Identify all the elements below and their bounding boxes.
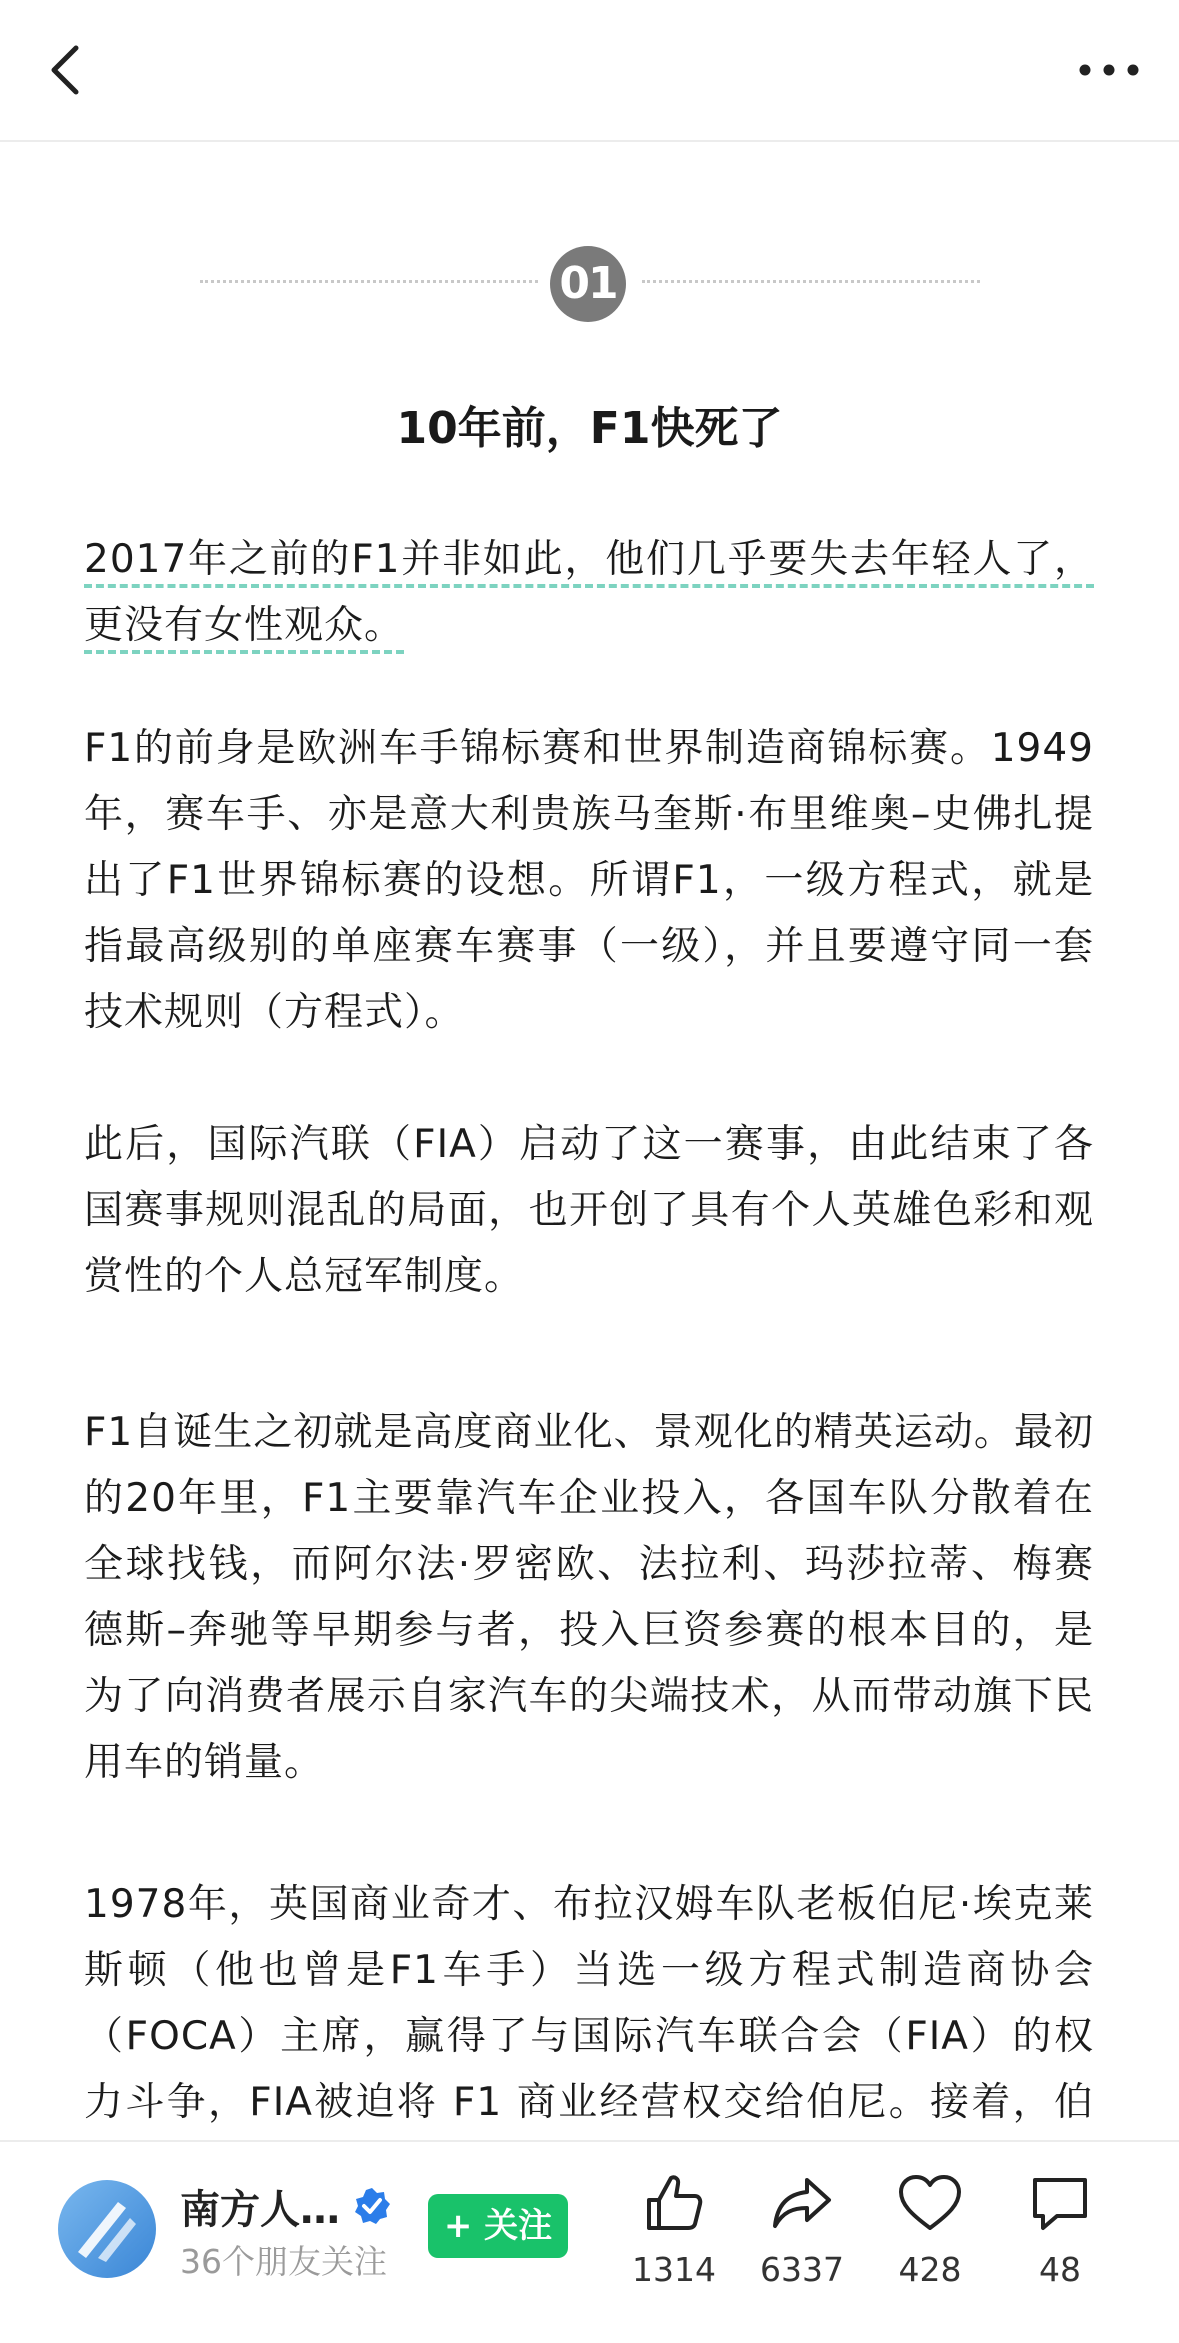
paragraph-2: F1的前身是欧洲车手锦标赛和世界制造商锦标赛。1949年，赛车手、亦是意大利贵族马奎斯·布里维奥–史佛扎提出了F1世界锦标赛的设想。所谓F1，一级方程式，就是指最高级别的单座赛车赛事（一级），并且要遵守同一套技术规则（方程式）。 (84, 726, 1094, 1035)
paragraph-3: 此后，国际汽联（FIA）启动了这一赛事，由此结束了各国赛事规则混乱的局面，也开创了具有个人英雄色彩和观赏性的个人总冠军制度。 (84, 1122, 1094, 1299)
divider-line-right (642, 280, 980, 283)
author-name[interactable]: 南方人… (180, 2187, 340, 2233)
more-button[interactable] (1069, 40, 1149, 100)
comment-count: 48 (1039, 2250, 1081, 2289)
avatar[interactable] (58, 2180, 156, 2278)
highlighted-text[interactable]: 2017年之前的F1并非如此，他们几乎要失去年轻人了，更没有女性观众。 (84, 537, 1094, 654)
avatar-logo-icon (58, 2180, 156, 2278)
bottom-bar (0, 2140, 1179, 2343)
top-bar (0, 0, 1179, 142)
share-icon (769, 2170, 835, 2236)
follow-button[interactable]: + 关注 (428, 2194, 568, 2258)
like-count: 1314 (632, 2250, 716, 2289)
comment-button[interactable] (1000, 2170, 1120, 2330)
favorite-count: 428 (898, 2250, 962, 2289)
favorite-icon (897, 2170, 963, 2236)
share-count: 6337 (760, 2250, 844, 2289)
more-icon (1069, 40, 1149, 100)
like-button[interactable] (614, 2170, 734, 2330)
comment-icon (1027, 2170, 1093, 2236)
section-divider (200, 242, 980, 322)
back-button[interactable] (40, 38, 94, 102)
like-icon (641, 2170, 707, 2236)
article-content (0, 142, 1179, 2140)
section-number-badge: 01 (550, 246, 626, 322)
paragraph-4: F1自诞生之初就是高度商业化、景观化的精英运动。最初的20年里，F1主要靠汽车企业投入，各国车队分散着在全球找钱，而阿尔法·罗密欧、法拉利、玛莎拉蒂、梅赛德斯–奔驰等早期参与者，投入巨资参赛的根本目的，是为了向消费者展示自家汽车的尖端技术，从而带动旗下民用车的销量。 (84, 1410, 1094, 1785)
back-icon (40, 38, 94, 102)
share-button[interactable] (742, 2170, 862, 2330)
paragraph-5: 1978年，英国商业奇才、布拉汉姆车队老板伯尼·埃克莱斯顿（他也曾是F1车手）当选一级方程式制造商协会（FOCA）主席，赢得了与国际汽车联合会（FIA）的权力斗争，FIA被迫将 F1 商业经营权交给伯尼。接着，伯 (84, 1882, 1094, 2125)
paragraph-1 (84, 527, 1094, 659)
section-title: 10年前，F1快死了 (396, 403, 783, 454)
favorite-button[interactable] (870, 2170, 990, 2330)
divider-line-left (200, 280, 538, 283)
verified-icon (352, 2186, 392, 2226)
author-followers: 36个朋友关注 (180, 2242, 387, 2281)
